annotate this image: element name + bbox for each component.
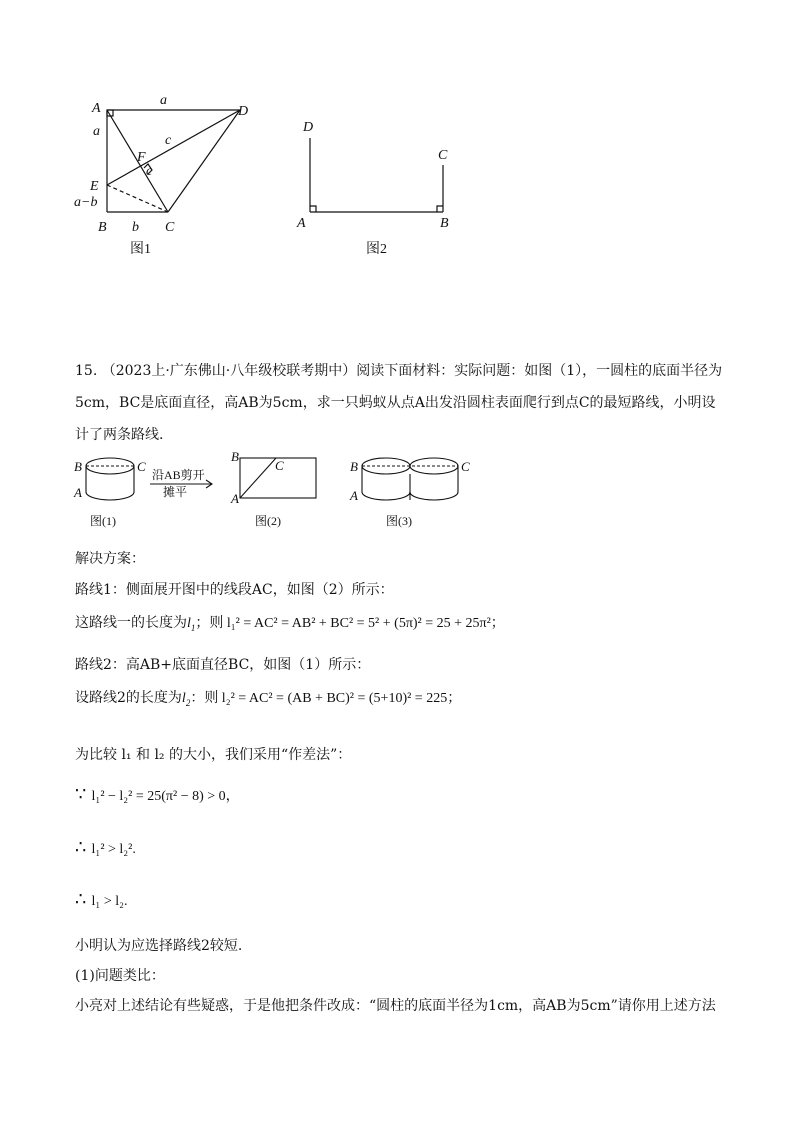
therefore-icon: ∴ (75, 837, 87, 858)
cyl3-label-B: B (350, 459, 358, 474)
cyl1-label-A: A (74, 485, 82, 500)
fig1-label-a-left: a (93, 124, 100, 139)
cylinder-figures (70, 450, 490, 540)
cyl1-label-B: B (74, 459, 82, 474)
fig1-label-c2: c (146, 164, 153, 179)
cyl-caption-1: 图(1) (90, 514, 116, 528)
problem-line-2: 5cm，BC是底面直径，高AB为5cm，求一只蚂蚁从点A出发沿圆柱表面爬行到点C的最短路线，小明设 (75, 395, 716, 411)
fig1-label-A: A (92, 101, 101, 116)
fig1-label-F: F (137, 150, 146, 165)
step-2: ∴ l₁² > l₂². (75, 837, 136, 858)
fig1-label-C: C (165, 220, 175, 235)
because-icon: ∵ (75, 784, 87, 805)
fig1-label-E: E (90, 179, 99, 194)
step-3: ∴ l₁ > l₂. (75, 889, 128, 910)
route2-length-label: 设路线2的长度为 (75, 690, 182, 706)
fig1-label-B: B (98, 220, 107, 235)
cyl2-label-A: A (231, 491, 239, 506)
fig2-label-B: B (440, 216, 449, 231)
compare-text: 为比较 l₁ 和 l₂ 的大小，我们采用“作差法”： (75, 747, 352, 763)
fig1-label-amb: a−b (74, 195, 98, 210)
figure-1 (70, 90, 270, 260)
problem-line-3: 计了两条路线. (75, 427, 164, 443)
route2-length-line: 设路线2的长度为$l_2$：则 l₂² = AC² = (AB + BC)² = (5+10)² = 225； (75, 690, 462, 708)
cyl-caption-3: 图(3) (386, 514, 412, 528)
route1-formula: 则 l₁² = AC² = AB² + BC² = 5² + (5π)² = 25 + 25π²； (209, 616, 505, 631)
part1-heading: (1)问题类比： (75, 968, 165, 984)
problem-intro: 阅读下面材料：实际问题：如图（1），一圆柱的底面半径为 (356, 363, 723, 379)
cyl1-label-C: C (137, 459, 146, 474)
problem-number: 15. (75, 363, 98, 379)
route1-length-label: 这路线一的长度为 (75, 615, 187, 631)
cyl3-label-C: C (461, 459, 470, 474)
route1-text: 路线1：侧面展开图中的线段AC，如图（2）所示： (75, 582, 394, 598)
cyl2-label-C: C (275, 458, 284, 473)
arrow-label-top: 沿AB剪开 (152, 468, 205, 482)
fig2-label-D: D (303, 120, 314, 135)
cyl-caption-2: 图(2) (255, 514, 281, 528)
conclusion-text: 小明认为应选择路线2较短. (75, 938, 243, 954)
therefore-icon: ∴ (75, 889, 87, 910)
route2-formula: 则 l₂² = AC² = (AB + BC)² = (5+10)² = 225； (204, 691, 462, 706)
problem-line-1 (75, 361, 722, 381)
figure-2 (290, 110, 470, 260)
route1-length-line: 这路线一的长度为$l_1$；则 l₁² = AC² = AB² + BC² = 5² + (5π)² = 25 + 25π²； (75, 615, 505, 633)
fig2-label-C: C (438, 148, 448, 163)
solution-heading: 解决方案： (75, 551, 145, 567)
route2-text: 路线2：高AB+底面直径BC，如图（1）所示： (75, 657, 371, 673)
fig2-caption: 图2 (366, 242, 387, 257)
fig1-label-a-top: a (160, 93, 167, 108)
step-1: ∵ l₁² − l₂² = 25(π² − 8) > 0， (75, 784, 240, 805)
part1-text: 小亮对上述结论有些疑惑，于是他把条件改成：“圆柱的底面半径为1cm，高AB为5cm”请你用上述方法 (75, 998, 716, 1014)
fig1-label-c1: c (165, 133, 172, 148)
fig1-label-D: D (238, 104, 249, 119)
problem-source: （2023上·广东佛山·八年级校联考期中） (101, 363, 357, 379)
fig2-label-A: A (297, 216, 306, 231)
cyl2-label-B: B (231, 450, 239, 464)
cyl3-label-A: A (350, 488, 358, 503)
arrow-label-bottom: 摊平 (163, 485, 188, 499)
fig1-label-b: b (132, 220, 139, 235)
fig1-caption: 图1 (130, 242, 151, 257)
